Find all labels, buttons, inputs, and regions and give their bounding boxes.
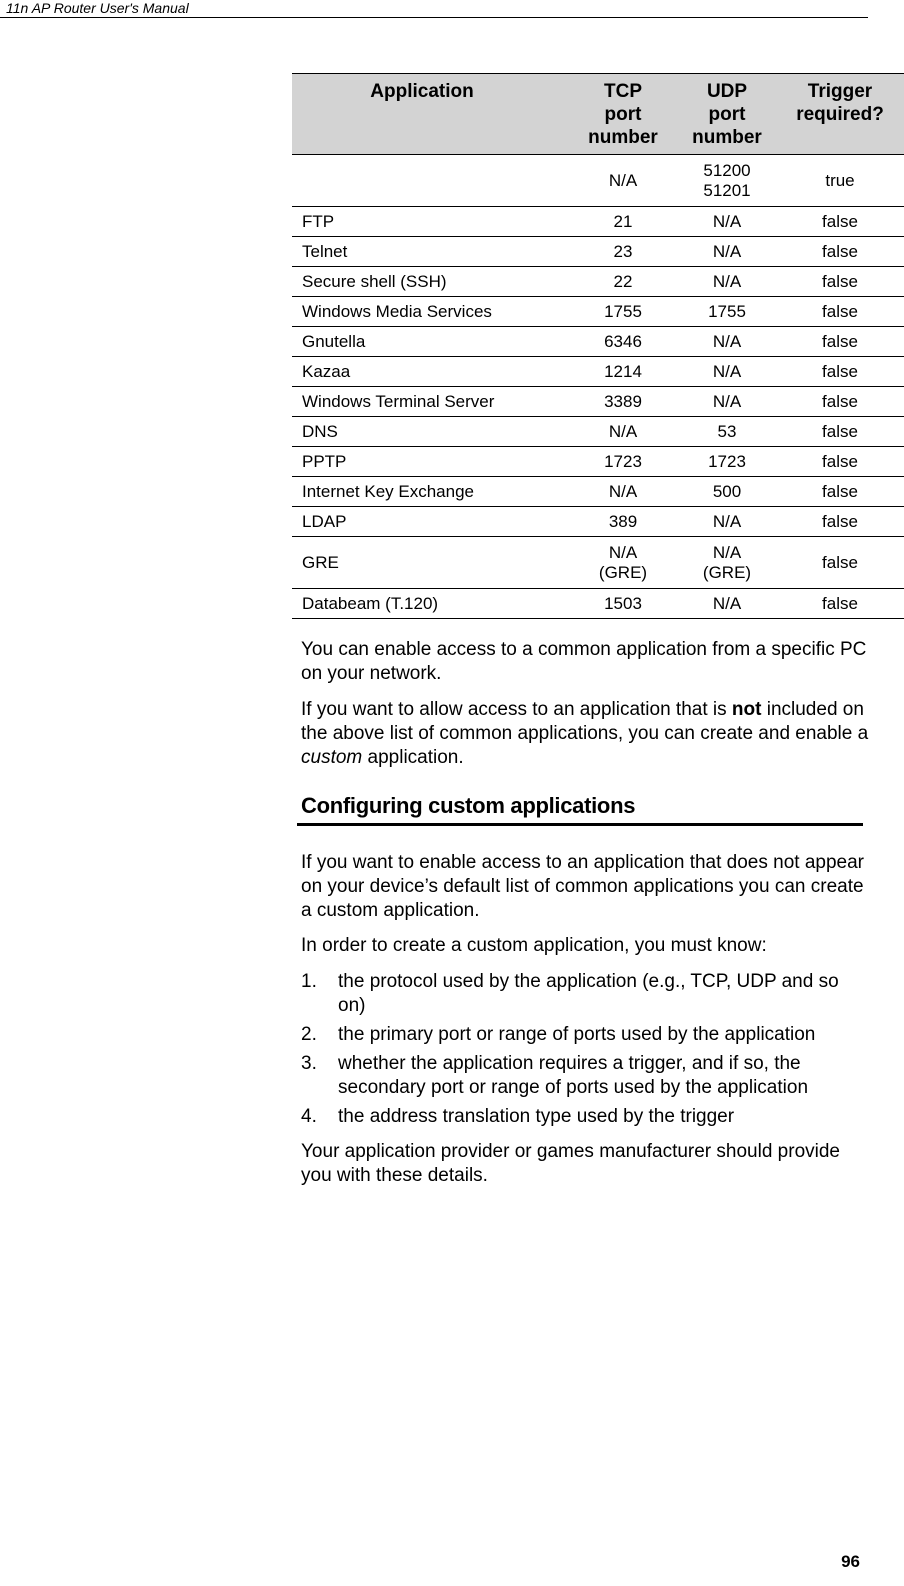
cell-trigger-required: false [776, 207, 904, 237]
cell-udp-port: N/A [678, 507, 776, 537]
paragraph-requirements-intro: In order to create a custom application, you must know: [301, 935, 767, 956]
column-header-application [292, 74, 568, 155]
cell-udp-port: 500 [678, 477, 776, 507]
header-divider [0, 17, 868, 18]
cell-application: Telnet [292, 237, 568, 267]
column-header-label: TCP port number [588, 81, 658, 148]
emphasis-custom: custom [301, 747, 363, 768]
cell-udp-port: N/A [678, 357, 776, 387]
cell-application: PPTP [292, 447, 568, 477]
cell-tcp-port: N/A [568, 155, 678, 207]
cell-trigger-required: false [776, 297, 904, 327]
cell-application: Gnutella [292, 327, 568, 357]
paragraph-custom-application-description: If you want to enable access to an application that does not appear on your device’s default list of common applications you can create a custom application. [301, 852, 864, 921]
table-row [292, 207, 904, 237]
cell-application: Databeam (T.120) [292, 589, 568, 619]
column-header-label: Trigger required? [796, 81, 884, 125]
list-item-text: whether the application requires a trigger, and if so, the secondary port or range of ports used by the application [338, 1053, 809, 1098]
cell-udp-port: N/A [678, 387, 776, 417]
cell-tcp-port: 389 [568, 507, 678, 537]
cell-trigger-required: false [776, 537, 904, 589]
cell-application: LDAP [292, 507, 568, 537]
list-item-number: 3. [301, 1053, 317, 1074]
list-item-number: 2. [301, 1024, 317, 1045]
cell-tcp-port: N/A [568, 477, 678, 507]
table-row [292, 537, 904, 589]
paragraph-text: included on the above list of common applications, you can create and enable a [301, 699, 869, 744]
paragraph-text: If you want to allow access to an application that is [301, 699, 732, 720]
cell-udp-port: N/A [678, 237, 776, 267]
list-item-text: the protocol used by the application (e.g., TCP, UDP and so on) [338, 971, 839, 1016]
list-item-text: the address translation type used by the trigger [338, 1106, 735, 1127]
cell-trigger-required: true [776, 155, 904, 207]
paragraph-provider-details: Your application provider or games manufacturer should provide you with these details. [301, 1141, 840, 1186]
section-heading-rule [297, 823, 863, 826]
table-body [292, 155, 904, 619]
cell-application [292, 155, 568, 207]
table-row [292, 447, 904, 477]
list-item-number: 1. [301, 971, 317, 992]
cell-tcp-port: N/A (GRE) [568, 537, 678, 589]
cell-application: Windows Terminal Server [292, 387, 568, 417]
table-row [292, 237, 904, 267]
table-header-row [292, 74, 904, 155]
table-row [292, 327, 904, 357]
cell-application: FTP [292, 207, 568, 237]
cell-application: Secure shell (SSH) [292, 267, 568, 297]
cell-tcp-port: 6346 [568, 327, 678, 357]
emphasis-not: not [731, 699, 762, 720]
cell-udp-port: N/A [678, 207, 776, 237]
column-header-trigger-required [776, 74, 904, 155]
table-row [292, 155, 904, 207]
cell-tcp-port: 1503 [568, 589, 678, 619]
table-row [292, 589, 904, 619]
requirements-list [301, 970, 869, 1134]
cell-trigger-required: false [776, 237, 904, 267]
cell-udp-port: 53 [678, 417, 776, 447]
cell-application: Internet Key Exchange [292, 477, 568, 507]
cell-udp-port: N/A (GRE) [678, 537, 776, 589]
cell-udp-port: N/A [678, 589, 776, 619]
cell-tcp-port: 1214 [568, 357, 678, 387]
column-header-udp-port [678, 74, 776, 155]
list-item-number: 4. [301, 1106, 317, 1127]
page-number: 96 [841, 1552, 860, 1571]
paragraph-text: application. [362, 747, 464, 768]
cell-udp-port: N/A [678, 327, 776, 357]
section-heading: Configuring custom applications [301, 793, 636, 818]
table-row [292, 357, 904, 387]
cell-udp-port: 1723 [678, 447, 776, 477]
cell-application: GRE [292, 537, 568, 589]
cell-trigger-required: false [776, 267, 904, 297]
table-row [292, 477, 904, 507]
cell-application: Kazaa [292, 357, 568, 387]
table-row [292, 507, 904, 537]
cell-trigger-required: false [776, 357, 904, 387]
table-row [292, 387, 904, 417]
cell-trigger-required: false [776, 447, 904, 477]
cell-tcp-port: 1755 [568, 297, 678, 327]
cell-application: Windows Media Services [292, 297, 568, 327]
cell-tcp-port: 21 [568, 207, 678, 237]
cell-udp-port: 1755 [678, 297, 776, 327]
column-header-label: Application [370, 81, 474, 102]
table-row [292, 297, 904, 327]
running-header-title: 11n AP Router User's Manual [6, 0, 189, 16]
cell-trigger-required: false [776, 477, 904, 507]
column-header-label: UDP port number [692, 81, 762, 148]
cell-trigger-required: false [776, 327, 904, 357]
cell-udp-port: 51200 51201 [678, 155, 776, 207]
cell-tcp-port: N/A [568, 417, 678, 447]
cell-trigger-required: false [776, 417, 904, 447]
cell-application: DNS [292, 417, 568, 447]
common-applications-table [292, 73, 904, 619]
cell-trigger-required: false [776, 589, 904, 619]
list-item [301, 1105, 869, 1129]
cell-tcp-port: 22 [568, 267, 678, 297]
table-row [292, 417, 904, 447]
cell-tcp-port: 3389 [568, 387, 678, 417]
cell-tcp-port: 1723 [568, 447, 678, 477]
paragraph-enable-common-access: You can enable access to a common application from a specific PC on your network. [301, 639, 867, 684]
cell-trigger-required: false [776, 507, 904, 537]
table-row [292, 267, 904, 297]
cell-trigger-required: false [776, 387, 904, 417]
list-item [301, 970, 869, 1018]
paragraph-custom-application-intro [301, 698, 869, 770]
list-item [301, 1052, 869, 1100]
column-header-tcp-port [568, 74, 678, 155]
list-item [301, 1023, 869, 1047]
list-item-text: the primary port or range of ports used by the application [338, 1024, 816, 1045]
cell-udp-port: N/A [678, 267, 776, 297]
cell-tcp-port: 23 [568, 237, 678, 267]
